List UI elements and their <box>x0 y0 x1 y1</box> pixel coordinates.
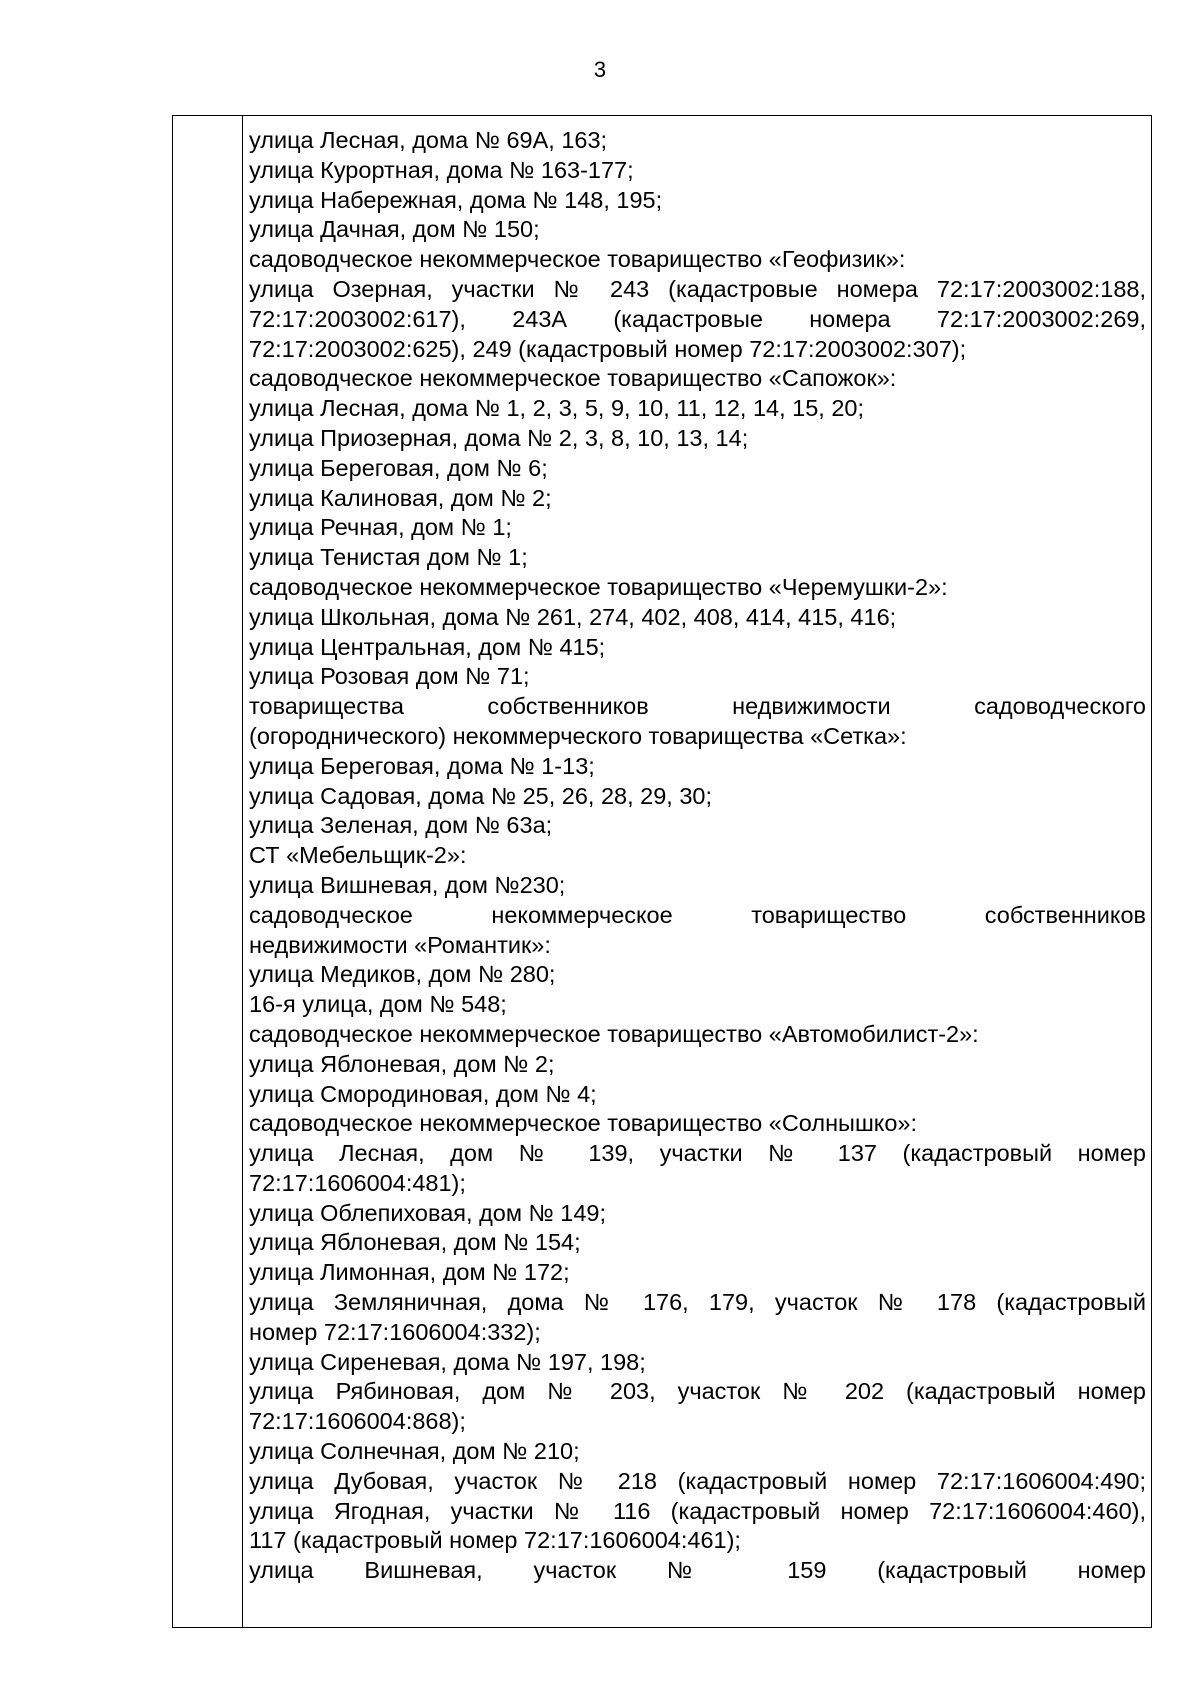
text-line: улица Яблоневая, дом № 2; <box>249 1050 555 1077</box>
text-line: улица Приозерная, дома № 2, 3, 8, 10, 13, 14; <box>249 424 749 451</box>
text-line: номер 72:17:1606004:332); <box>249 1318 541 1345</box>
text-line: улица Калиновая, дом № 2; <box>249 484 552 511</box>
text-line: улица Береговая, дом № 6; <box>249 454 548 481</box>
column-divider <box>242 116 243 1627</box>
text-line: садоводческое некоммерческое товарищество «Геофизик»: <box>249 246 906 273</box>
text-line: улица Речная, дом № 1; <box>249 514 512 541</box>
text-line: недвижимости «Романтик»: <box>249 931 551 958</box>
text-line: улица Береговая, дома № 1-13; <box>249 752 595 779</box>
text-line: улица Садовая, дома № 25, 26, 28, 29, 30; <box>249 782 713 809</box>
text-line: улица Тенистая дом № 1; <box>249 544 528 571</box>
text-line: улица Лесная, дом № 139, участки № 137 (кадастровый номер <box>249 1140 1146 1167</box>
text-line: улица Земляничная, дома № 176, 179, участок № 178 (кадастровый <box>249 1289 1146 1316</box>
document-table <box>172 115 1152 1628</box>
text-line: улица Дубовая, участок № 218 (кадастровый номер 72:17:1606004:490; <box>249 1467 1146 1494</box>
text-line: (огороднического) некоммерческого товарищества «Сетка»: <box>249 722 907 749</box>
text-line: 117 (кадастровый номер 72:17:1606004:461); <box>249 1527 741 1554</box>
text-line: улица Лесная, дома № 1, 2, 3, 5, 9, 10, 11, 12, 14, 15, 20; <box>249 395 865 422</box>
text-line: садоводческое некоммерческое товарищество «Сапожок»: <box>249 365 897 392</box>
text-line: улица Дачная, дом № 150; <box>249 216 540 243</box>
text-line: улица Солнечная, дом № 210; <box>249 1438 580 1465</box>
text-line: улица Смородиновая, дом № 4; <box>249 1080 597 1107</box>
text-line: садоводческое некоммерческое товарищество «Автомобилист-2»: <box>249 1020 979 1047</box>
text-line: 72:17:1606004:868); <box>249 1408 466 1435</box>
text-line: улица Облепиховая, дом № 149; <box>249 1199 607 1226</box>
text-line: улица Рябиновая, дом № 203, участок № 202 (кадастровый номер <box>249 1378 1146 1405</box>
text-line: 72:17:1606004:481); <box>249 1169 466 1196</box>
text-line: улица Озерная, участки № 243 (кадастровые номера 72:17:2003002:188, <box>249 275 1146 302</box>
text-line: улица Вишневая, участок № 159 (кадастровый номер <box>249 1557 1146 1584</box>
text-line: улица Школьная, дома № 261, 274, 402, 408, 414, 415, 416; <box>249 603 897 630</box>
text-line: улица Ягодная, участки № 116 (кадастровый номер 72:17:1606004:460), <box>249 1497 1146 1524</box>
text-line: садоводческое некоммерческое товарищество собственников <box>249 901 1146 928</box>
text-line: садоводческое некоммерческое товарищество «Черемушки-2»: <box>249 573 948 600</box>
text-line: улица Центральная, дом № 415; <box>249 633 606 660</box>
text-line: улица Вишневая, дом №230; <box>249 871 566 898</box>
page-number: 3 <box>593 57 607 82</box>
text-line: улица Лимонная, дом № 172; <box>249 1259 570 1286</box>
table-cell-text <box>249 126 1146 1586</box>
text-line: улица Лесная, дома № 69А, 163; <box>249 127 608 153</box>
text-line: товарищества собственников недвижимости садоводческого <box>249 693 1146 720</box>
text-line: улица Медиков, дом № 280; <box>249 961 556 988</box>
text-line: улица Курортная, дома № 163-177; <box>249 156 634 183</box>
text-line: 16-я улица, дом № 548; <box>249 991 507 1018</box>
text-line: улица Набережная, дома № 148, 195; <box>249 186 663 213</box>
text-line: 72:17:2003002:617), 243А (кадастровые номера 72:17:2003002:269, <box>249 305 1146 332</box>
text-line: СТ «Мебельщик-2»: <box>249 842 467 869</box>
text-line: улица Зеленая, дом № 63а; <box>249 812 553 839</box>
text-line: 72:17:2003002:625), 249 (кадастровый номер 72:17:2003002:307); <box>249 335 967 362</box>
text-line: садоводческое некоммерческое товарищество «Солнышко»: <box>249 1110 918 1137</box>
text-line: улица Розовая дом № 71; <box>249 663 530 690</box>
text-line: улица Сиреневая, дома № 197, 198; <box>249 1348 646 1375</box>
text-line: улица Яблоневая, дом № 154; <box>249 1229 581 1256</box>
